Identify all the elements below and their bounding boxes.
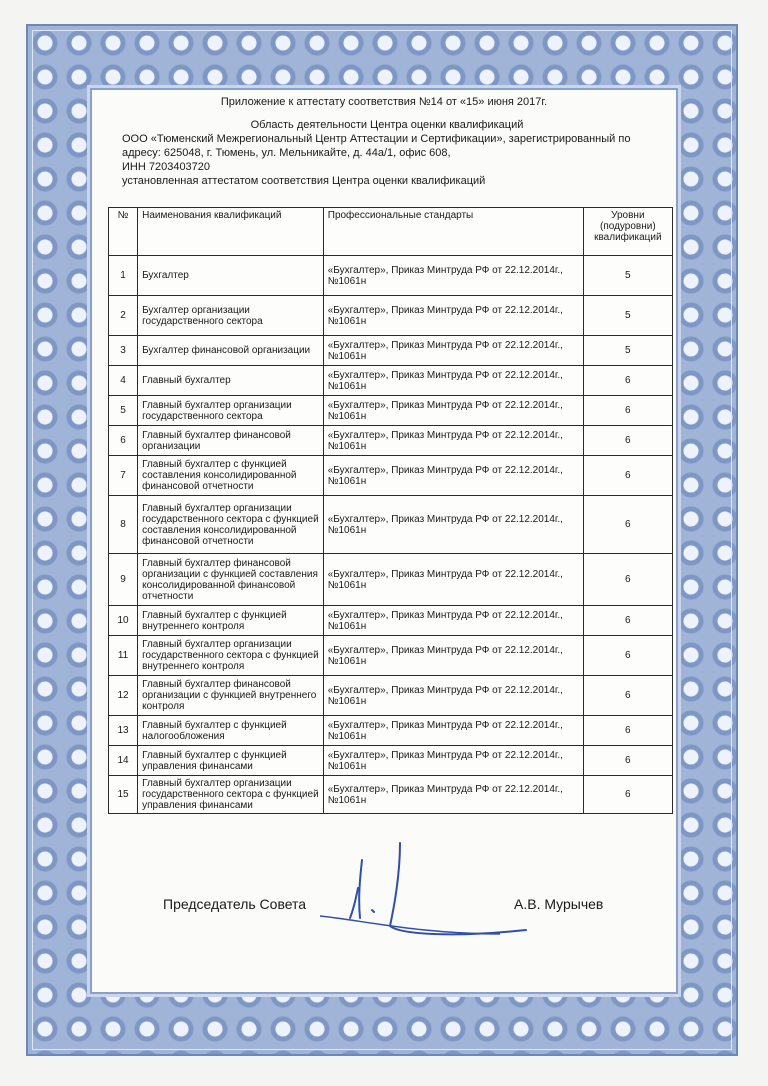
signature [300, 838, 540, 948]
table-row [109, 716, 673, 746]
row-num: 14 [109, 746, 138, 776]
row-level: 5 [583, 296, 672, 336]
row-num: 3 [109, 336, 138, 366]
row-qualification: Бухгалтер финансовой организации [138, 336, 324, 366]
chairman-name: А.В. Мурычев [514, 896, 604, 912]
header-level: Уровни (подуровни) квалификаций [583, 208, 672, 256]
row-qualification: Главный бухгалтер с функцией составления консолидированной финансовой отчетности [138, 456, 324, 496]
row-standard: «Бухгалтер», Приказ Минтруда РФ от 22.12.2014г., №1061н [323, 256, 583, 296]
row-standard: «Бухгалтер», Приказ Минтруда РФ от 22.12.2014г., №1061н [323, 426, 583, 456]
row-qualification: Бухгалтер [138, 256, 324, 296]
table-row [109, 676, 673, 716]
row-level: 6 [583, 554, 672, 606]
row-standard: «Бухгалтер», Приказ Минтруда РФ от 22.12.2014г., №1061н [323, 746, 583, 776]
table-header-row [109, 208, 673, 256]
row-qualification: Главный бухгалтер организации государственного сектора с функцией составления консолидированной финансовой отчетности [138, 496, 324, 554]
table-row [109, 456, 673, 496]
row-standard: «Бухгалтер», Приказ Минтруда РФ от 22.12.2014г., №1061н [323, 336, 583, 366]
row-num: 9 [109, 554, 138, 606]
header-name: Наименования квалификаций [138, 208, 324, 256]
row-qualification: Главный бухгалтер [138, 366, 324, 396]
table-row [109, 366, 673, 396]
row-num: 11 [109, 636, 138, 676]
table-row [109, 426, 673, 456]
row-standard: «Бухгалтер», Приказ Минтруда РФ от 22.12.2014г., №1061н [323, 606, 583, 636]
header-std: Профессиональные стандарты [323, 208, 583, 256]
table-row [109, 636, 673, 676]
row-num: 5 [109, 396, 138, 426]
row-num: 13 [109, 716, 138, 746]
table-row [109, 776, 673, 814]
row-level: 6 [583, 396, 672, 426]
qualifications-table [108, 207, 673, 814]
row-qualification: Главный бухгалтер организации государственного сектора с функцией управления финансами [138, 776, 324, 814]
row-level: 6 [583, 716, 672, 746]
document-header [122, 118, 652, 188]
row-standard: «Бухгалтер», Приказ Минтруда РФ от 22.12.2014г., №1061н [323, 396, 583, 426]
row-standard: «Бухгалтер», Приказ Минтруда РФ от 22.12.2014г., №1061н [323, 554, 583, 606]
row-qualification: Главный бухгалтер с функцией управления финансами [138, 746, 324, 776]
row-level: 6 [583, 426, 672, 456]
row-num: 15 [109, 776, 138, 814]
page-title: Приложение к аттестату соответствия №14 от «15» июня 2017г. [220, 96, 548, 108]
table-row [109, 256, 673, 296]
row-standard: «Бухгалтер», Приказ Минтруда РФ от 22.12.2014г., №1061н [323, 456, 583, 496]
row-standard: «Бухгалтер», Приказ Минтруда РФ от 22.12.2014г., №1061н [323, 296, 583, 336]
row-level: 6 [583, 366, 672, 396]
row-num: 6 [109, 426, 138, 456]
inn-line: ИНН 7203403720 [122, 161, 211, 173]
row-standard: «Бухгалтер», Приказ Минтруда РФ от 22.12.2014г., №1061н [323, 676, 583, 716]
row-standard: «Бухгалтер», Приказ Минтруда РФ от 22.12.2014г., №1061н [323, 636, 583, 676]
row-qualification: Главный бухгалтер организации государственного сектора с функцией внутреннего контроля [138, 636, 324, 676]
table-row [109, 336, 673, 366]
table-row [109, 554, 673, 606]
table-row [109, 496, 673, 554]
table-row [109, 396, 673, 426]
row-level: 5 [583, 256, 672, 296]
row-level: 6 [583, 776, 672, 814]
row-qualification: Бухгалтер организации государственного сектора [138, 296, 324, 336]
row-qualification: Главный бухгалтер с функцией налогообложения [138, 716, 324, 746]
table-row [109, 606, 673, 636]
row-num: 7 [109, 456, 138, 496]
address-line: адресу: 625048, г. Тюмень, ул. Мельникайте, д. 44а/1, офис 608, [122, 147, 451, 159]
row-level: 6 [583, 496, 672, 554]
row-num: 10 [109, 606, 138, 636]
row-qualification: Главный бухгалтер с функцией внутреннего контроля [138, 606, 324, 636]
row-level: 6 [583, 746, 672, 776]
row-level: 5 [583, 336, 672, 366]
row-standard: «Бухгалтер», Приказ Минтруда РФ от 22.12.2014г., №1061н [323, 716, 583, 746]
header-num: № [109, 208, 138, 256]
row-level: 6 [583, 456, 672, 496]
row-num: 8 [109, 496, 138, 554]
row-num: 12 [109, 676, 138, 716]
attestation-line: установленная аттестатом соответствия Центра оценки квалификаций [122, 175, 486, 187]
table-row [109, 746, 673, 776]
chairman-position: Председатель Совета [163, 896, 307, 912]
row-qualification: Главный бухгалтер финансовой организации [138, 426, 324, 456]
row-level: 6 [583, 636, 672, 676]
row-standard: «Бухгалтер», Приказ Минтруда РФ от 22.12.2014г., №1061н [323, 776, 583, 814]
row-num: 4 [109, 366, 138, 396]
row-standard: «Бухгалтер», Приказ Минтруда РФ от 22.12.2014г., №1061н [323, 366, 583, 396]
org-line: ООО «Тюменский Межрегиональный Центр Аттестации и Сертификации», зарегистрированный по [122, 133, 631, 145]
row-qualification: Главный бухгалтер финансовой организации с функцией внутреннего контроля [138, 676, 324, 716]
scope-heading: Область деятельности Центра оценки квалификаций [250, 119, 524, 131]
row-standard: «Бухгалтер», Приказ Минтруда РФ от 22.12.2014г., №1061н [323, 496, 583, 554]
row-qualification: Главный бухгалтер финансовой организации с функцией составления консолидированной финансовой отчетности [138, 554, 324, 606]
row-qualification: Главный бухгалтер организации государственного сектора [138, 396, 324, 426]
row-level: 6 [583, 606, 672, 636]
table-row [109, 296, 673, 336]
row-num: 1 [109, 256, 138, 296]
row-num: 2 [109, 296, 138, 336]
row-level: 6 [583, 676, 672, 716]
